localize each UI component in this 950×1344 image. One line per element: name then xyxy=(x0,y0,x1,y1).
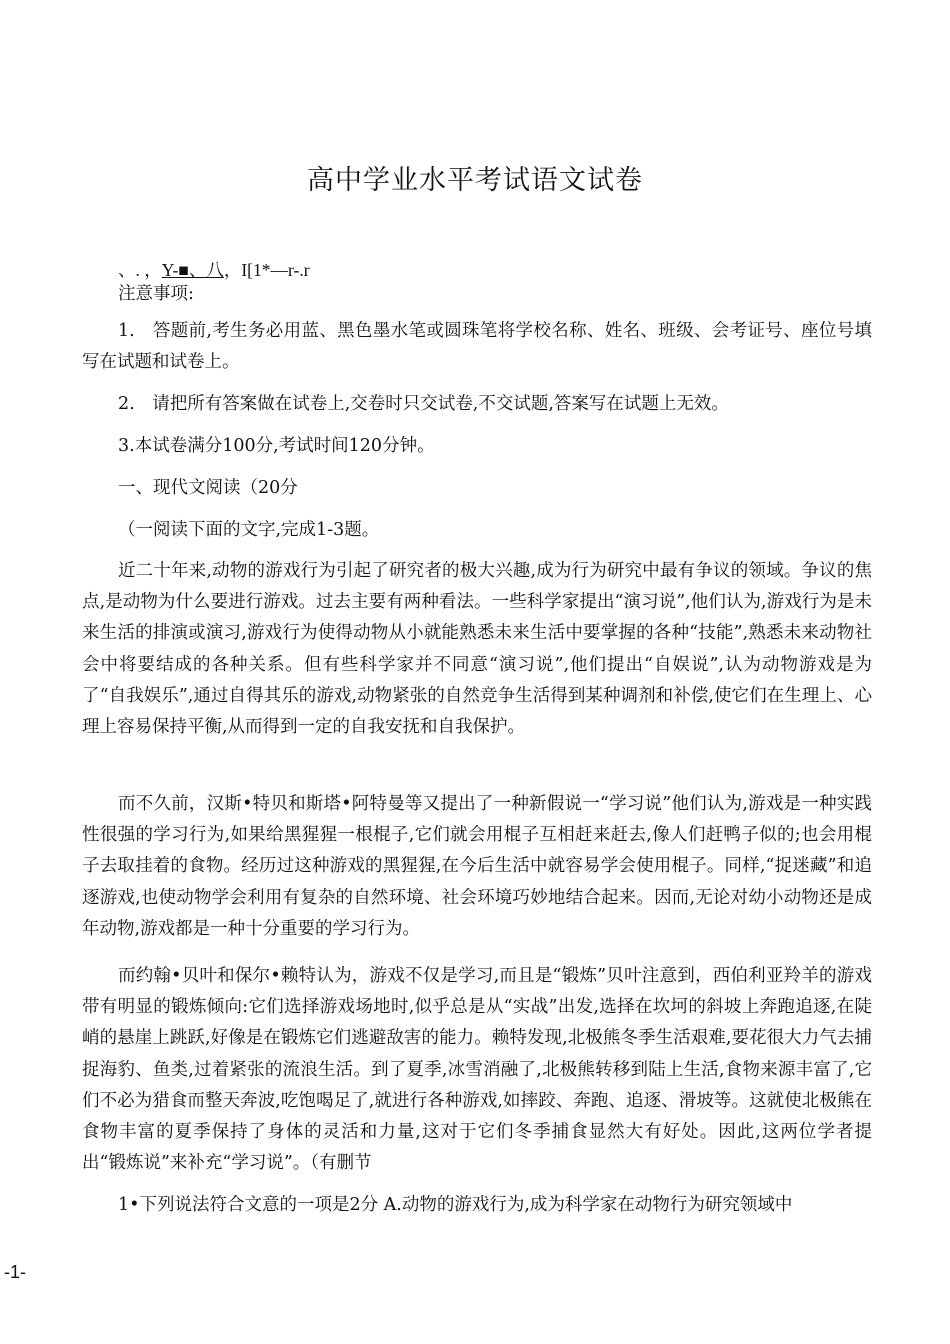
notice-heading: 注意事项: xyxy=(118,284,194,304)
scan-noise-line xyxy=(118,257,310,282)
page-title: 高中学业水平考试语文试卷 xyxy=(307,165,643,196)
section-heading: 一、现代文阅读（20分 xyxy=(118,478,298,498)
reading-paragraph-3: 而约翰•贝叶和保尔•赖特认为，游戏不仅是学习,而且是“锻炼”贝叶注意到，西伯利亚羚羊的游戏带有明显的锻炼倾向:它们选择游戏场地时,似乎总是从“实战”出发,选择在坎坷的斜坡上奔跑追逐,在陡峭的悬崖上跳跃,好像是在锻炼它们逃避敌害的能力。赖特发现,北极熊冬季生活艰难,要花很大力气去捕捉海豹、鱼类,过着紧张的流浪生活。到了夏季,冰雪消融了,北极熊转移到陆上生活,食物来源丰富了,它们不必为猎食而整天奔波,吃饱喝足了,就进行各种游戏,如摔跤、奔跑、追逐、滑坡等。这就使北极熊在食物丰富的夏季保持了身体的灵活和力量,这对于它们冬季捕食显然大有好处。因此,这两位学者提出“锻炼说”来补充“学习说”。（有删节 xyxy=(82,966,872,1174)
notice-item-1: 1. 答题前,考生务必用蓝、黑色墨水笔或圆珠笔将学校名称、姓名、班级、会考证号、座位号填写在试题和试卷上。 xyxy=(82,321,872,373)
question-1: 1•下列说法符合文意的一项是2分 A.动物的游戏行为,成为科学家在动物行为研究领域中 xyxy=(118,1195,793,1215)
noise-pre: 、. ， xyxy=(118,260,162,280)
notice-item-2: 2. 请把所有答案做在试卷上,交卷时只交试卷,不交试题,答案写在试题上无效。 xyxy=(118,394,729,414)
reading-paragraph-2: 而不久前，汉斯•特贝和斯塔•阿特曼等又提出了一种新假说一“学习说”他们认为,游戏是一种实践性很强的学习行为,如果给黑猩猩一根棍子,它们就会用棍子互相赶来赶去,像人们赶鸭子似的;也会用棍子去取挂着的食物。经历过这种游戏的黑猩猩,在今后生活中就容易学会使用棍子。同样,“捉迷藏”和追逐游戏,也使动物学会利用有复杂的自然环境、社会环境巧妙地结合起来。因而,无论对幼小动物还是成年动物,游戏都是一种十分重要的学习行为。 xyxy=(82,794,872,939)
reading-paragraph-1: 近二十年来,动物的游戏行为引起了研究者的极大兴趣,成为行为研究中最有争议的领域。争议的焦点,是动物为什么要进行游戏。过去主要有两种看法。一些科学家提出“演习说”,他们认为,游戏行为是未来生活的排演或演习,游戏行为使得动物从小就能熟悉未来生活中要掌握的各种“技能”,熟悉未来动物社会中将要结成的各种关系。但有些科学家并不同意“演习说”,他们提出“自娱说”,认为动物游戏是为了“自我娱乐”,通过自得其乐的游戏,动物紧张的自然竞争生活得到某种调剂和补偿,使它们在生理上、心理上容易保持平衡,从而得到一定的自我安抚和自我保护。 xyxy=(82,561,872,738)
page-number: -1- xyxy=(4,1262,26,1282)
noise-underlined: Y-■、八 xyxy=(161,260,224,280)
noise-post: ，I[1*—r-.r xyxy=(223,260,310,280)
notice-item-3: 3.本试卷满分100分,考试时间120分钟。 xyxy=(118,436,435,456)
subsection-heading: （一阅读下面的文字,完成1-3题。 xyxy=(118,520,380,540)
